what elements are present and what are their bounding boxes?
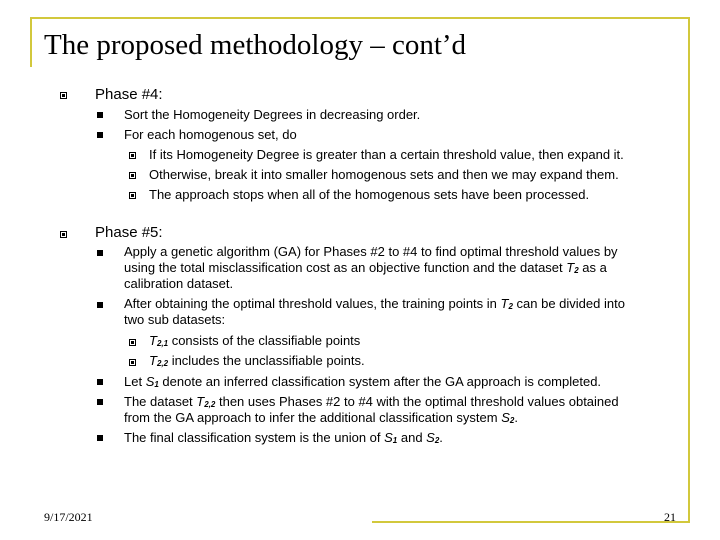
text-run: The dataset <box>124 394 197 409</box>
text-run: Let <box>124 374 146 389</box>
phase5-heading <box>95 224 163 242</box>
hollow-square-bullet-icon <box>60 92 67 99</box>
phase5-item-4-line-2 <box>124 410 518 429</box>
variable-t: T <box>149 333 157 348</box>
phase5-item-5 <box>124 430 443 449</box>
text-run: can be divided into <box>512 296 625 311</box>
variable-s: S <box>501 410 510 425</box>
variable-s: S <box>145 374 155 389</box>
phase4-subitem-2: Otherwise, break it into smaller homogenous sets and then we may expand them. <box>149 167 619 182</box>
variable-subscript: 2,2 <box>204 400 216 409</box>
hollow-square-bullet-icon <box>129 359 136 366</box>
variable-subscript: 2 <box>574 266 579 275</box>
text-run: using the total misclassification cost as an objective function and the dataset <box>124 260 567 275</box>
phase4-item-1: Sort the Homogeneity Degrees in decreasing order. <box>124 107 421 122</box>
variable-subscript: 2,1 <box>156 339 169 348</box>
phase4-item-2: For each homogenous set, do <box>124 127 297 142</box>
phase5-item-3 <box>124 374 601 393</box>
variable-t: T <box>149 353 157 368</box>
variable-subscript: 1 <box>392 436 398 445</box>
filled-square-bullet-icon <box>97 250 103 256</box>
phase5-item-1-line-1: Apply a genetic algorithm (GA) for Phases #2 to #4 to find optimal threshold values by <box>124 244 618 259</box>
hollow-square-bullet-icon <box>129 152 136 159</box>
filled-square-bullet-icon <box>97 379 103 385</box>
slide-date: 9/17/2021 <box>44 510 93 524</box>
phase5-colon: : <box>158 224 163 241</box>
phase4-heading <box>95 86 163 104</box>
text-run: . <box>514 410 518 425</box>
filled-square-bullet-icon <box>97 302 103 308</box>
phase5-subitem-1 <box>149 333 360 352</box>
phase4-label: Phase #4 <box>95 86 159 103</box>
variable-subscript: 1 <box>154 380 159 389</box>
filled-square-bullet-icon <box>97 112 103 118</box>
text-run: consists of the classifiable points <box>168 333 361 348</box>
phase4-colon: : <box>158 86 163 103</box>
phase5-item-1-line-3: calibration dataset. <box>124 276 234 291</box>
page-number: 21 <box>664 510 676 524</box>
filled-square-bullet-icon <box>97 132 103 138</box>
variable-subscript: 2,2 <box>156 359 169 368</box>
variable-t: T <box>196 394 205 409</box>
text-run: as a <box>578 260 607 275</box>
phase5-subitem-2 <box>149 353 365 372</box>
text-run: includes the unclassifiable points. <box>168 353 365 368</box>
variable-subscript: 2 <box>434 436 440 445</box>
text-run: denote an inferred classification system after the GA approach is completed. <box>158 374 602 389</box>
hollow-square-bullet-icon <box>129 192 136 199</box>
text-run: After obtaining the optimal threshold values, the training points in <box>124 296 501 311</box>
filled-square-bullet-icon <box>97 399 103 405</box>
variable-t: T <box>500 296 509 311</box>
variable-subscript: 2 <box>509 416 515 425</box>
phase5-item-2-line-2: two sub datasets: <box>124 312 226 327</box>
variable-s: S <box>426 430 435 445</box>
phase5-label: Phase #5 <box>95 224 159 241</box>
text-run: The final classification system is the union of <box>124 430 385 445</box>
variable-t: T <box>566 260 575 275</box>
hollow-square-bullet-icon <box>129 172 136 179</box>
variable-subscript: 2 <box>508 302 513 311</box>
text-run: from the GA approach to infer the additional classification system <box>124 410 502 425</box>
filled-square-bullet-icon <box>97 435 103 441</box>
text-run: . <box>439 430 443 445</box>
hollow-square-bullet-icon <box>60 231 67 238</box>
text-run: and <box>397 430 427 445</box>
phase4-subitem-3: The approach stops when all of the homogenous sets have been processed. <box>149 187 590 202</box>
hollow-square-bullet-icon <box>129 339 136 346</box>
variable-s: S <box>384 430 393 445</box>
phase4-subitem-1: If its Homogeneity Degree is greater than a certain threshold value, then expand it. <box>149 147 624 162</box>
text-run: then uses Phases #2 to #4 with the optimal threshold values obtained <box>215 394 619 409</box>
slide-title: The proposed methodology – cont’d <box>44 29 467 61</box>
